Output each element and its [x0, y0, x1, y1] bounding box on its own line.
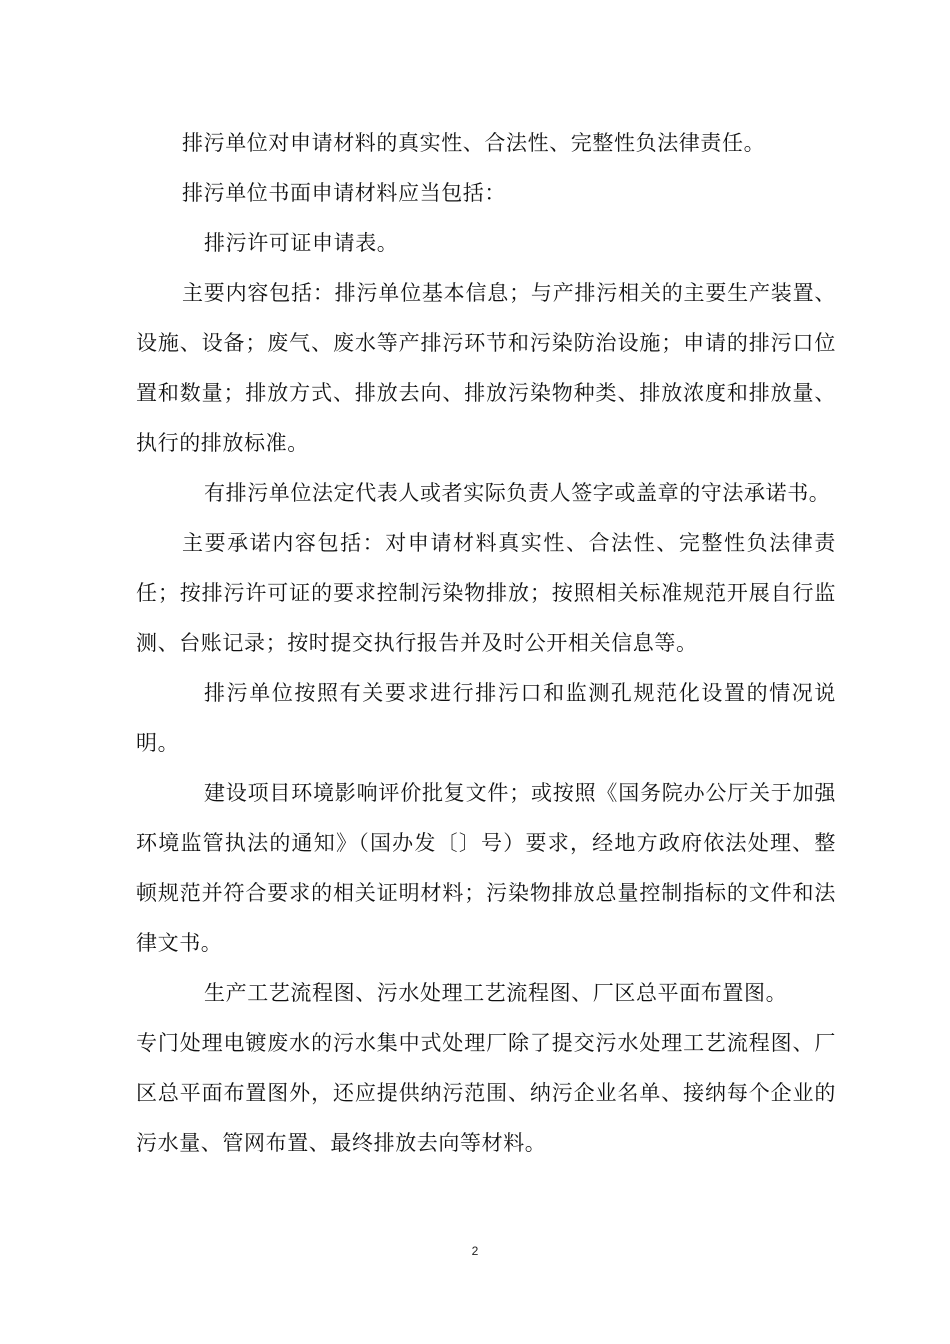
paragraph-main-content: 主要内容包括：排污单位基本信息；与产排污相关的主要生产装置、设施、设备；废气、废水等产排污环节和污染防治设施；申请的排污口位置和数量；排放方式、排放去向、排放污染物种类、排放浓度和排放量、执行的排放标准。: [136, 281, 836, 455]
page-number: 2: [471, 1244, 479, 1258]
paragraph-outlet-description: 排污单位按照有关要求进行排污口和监测孔规范化设置的情况说明。: [136, 681, 836, 755]
paragraph-commitment-content: 主要承诺内容包括：对申请材料真实性、合法性、完整性负法律责任；按排污许可证的要求控制污染物排放；按照相关标准规范开展自行监测、台账记录；按时提交执行报告并及时公开相关信息等。: [136, 531, 836, 655]
paragraph-process-diagrams: 生产工艺流程图、污水处理工艺流程图、厂区总平面布置图。: [204, 981, 788, 1005]
paragraph-materials-intro: 排污单位书面申请材料应当包括：: [182, 181, 506, 205]
document-body: [136, 118, 836, 1168]
paragraph-electroplating-plant: 专门处理电镀废水的污水集中式处理厂除了提交污水处理工艺流程图、厂区总平面布置图外，还应提供纳污范围、纳污企业名单、接纳每个企业的污水量、管网布置、最终排放去向等材料。: [136, 1031, 836, 1155]
paragraph-commitment-letter: 有排污单位法定代表人或者实际负责人签字或盖章的守法承诺书。: [204, 481, 831, 505]
paragraph-responsibility: 排污单位对申请材料的真实性、合法性、完整性负法律责任。: [182, 131, 766, 155]
paragraph-eia-approval: 建设项目环境影响评价批复文件；或按照《国务院办公厅关于加强环境监管执法的通知》（国办发〔〕号）要求，经地方政府依法处理、整顿规范并符合要求的相关证明材料；污染物排放总量控制指标的文件和法律文书。: [136, 781, 836, 955]
paragraph-application-form: 排污许可证申请表。: [204, 231, 399, 255]
